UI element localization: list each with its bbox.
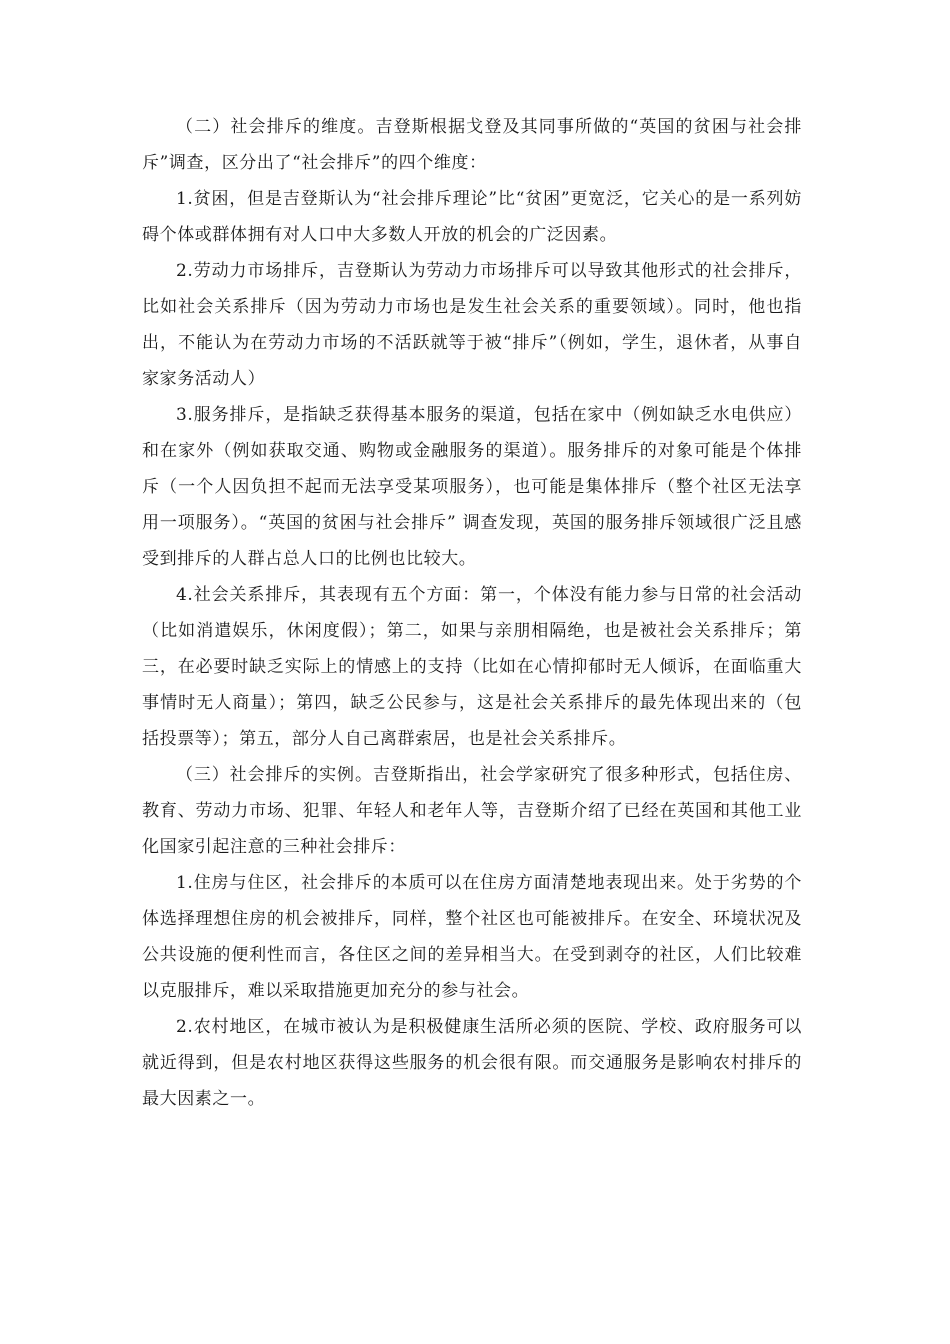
paragraph-dimensions-heading: （二）社会排斥的维度。吉登斯根据戈登及其同事所做的“英国的贫困与社会排斥”调查，区分出了“社会排斥”的四个维度： — [142, 117, 802, 173]
paragraph-labour-market-exclusion: 2.劳动力市场排斥，吉登斯认为劳动力市场排斥可以导致其他形式的社会排斥，比如社会关系排斥（因为劳动力市场也是发生社会关系的重要领域）。同时，他也指出，不能认为在劳动力市场的不活跃就等于被“排斥”（例如，学生，退休者，从事自家家务活动人） — [142, 261, 802, 389]
paragraph-examples-heading: （三）社会排斥的实例。吉登斯指出，社会学家研究了很多种形式，包括住房、教育、劳动力市场、犯罪、年轻人和老年人等，吉登斯介绍了已经在英国和其他工业化国家引起注意的三种社会排斥： — [142, 765, 802, 857]
paragraph-service-exclusion: 3.服务排斥，是指缺乏获得基本服务的渠道，包括在家中（例如缺乏水电供应）和在家外（例如获取交通、购物或金融服务的渠道）。服务排斥的对象可能是个体排斥（一个人因负担不起而无法享受某项服务），也可能是集体排斥（整个社区无法享用一项服务）。“英国的贫困与社会排斥” 调查发现，英国的服务排斥领域很广泛且感受到排斥的人群占总人口的比例也比较大。 — [142, 405, 802, 569]
paragraph-social-relations-exclusion: 4.社会关系排斥，其表现有五个方面：第一，个体没有能力参与日常的社会活动（比如消遣娱乐，休闲度假）；第二，如果与亲朋相隔绝，也是被社会关系排斥；第三，在必要时缺乏实际上的情感上的支持（比如在心情抑郁时无人倾诉，在面临重大事情时无人商量）；第四，缺乏公民参与，这是社会关系排斥的最先体现出来的（包括投票等）；第五，部分人自己离群索居，也是社会关系排斥。 — [142, 585, 802, 749]
paragraph-housing: 1.住房与住区，社会排斥的本质可以在住房方面清楚地表现出来。处于劣势的个体选择理想住房的机会被排斥，同样，整个社区也可能被排斥。在安全、环境状况及公共设施的便利性而言，各住区之间的差异相当大。在受到剥夺的社区，人们比较难以克服排斥，难以采取措施更加充分的参与社会。 — [142, 873, 802, 1001]
paragraph-poverty: 1.贫困，但是吉登斯认为“社会排斥理论”比“贫困”更宽泛，它关心的是一系列妨碍个体或群体拥有对人口中大多数人开放的机会的广泛因素。 — [142, 189, 802, 245]
document-body — [142, 109, 802, 1117]
paragraph-rural-areas: 2.农村地区，在城市被认为是积极健康生活所必须的医院、学校、政府服务可以就近得到，但是农村地区获得这些服务的机会很有限。而交通服务是影响农村排斥的最大因素之一。 — [142, 1017, 802, 1109]
